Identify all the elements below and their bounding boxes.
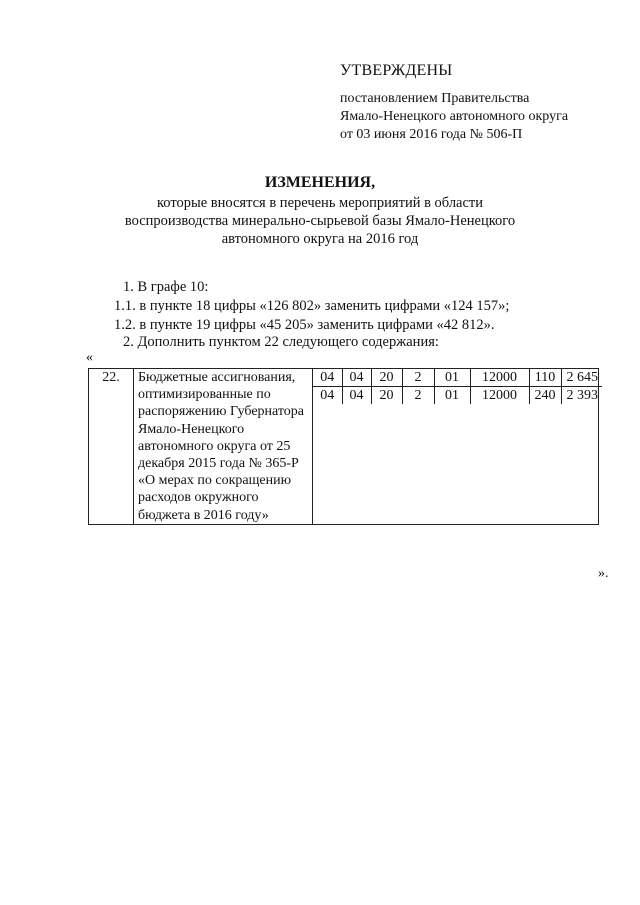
code-cell: 2	[402, 387, 434, 405]
item-1-1: 1.1. в пункте 18 цифры «126 802» заменить цифрами «124 157»;	[114, 298, 510, 314]
row-number-cell	[89, 369, 134, 525]
code-cell: 240	[529, 387, 561, 405]
item-1: 1. В графе 10:	[123, 279, 209, 295]
approved-resolution-line: постановлением Правительства	[340, 91, 530, 106]
closing-quote: ».	[598, 566, 609, 581]
codes-cell	[313, 369, 599, 525]
approved-title: УТВЕРЖДЕНЫ	[340, 62, 453, 79]
document-heading: ИЗМЕНЕНИЯ,	[264, 174, 376, 191]
opening-quote: «	[86, 350, 93, 365]
code-cell: 04	[320, 388, 335, 403]
code-cell: 12000	[470, 369, 529, 387]
table-row	[89, 369, 599, 525]
amount-cell: 2 645	[561, 369, 602, 387]
document-subheading-line-3: автономного округа на 2016 год	[221, 231, 419, 247]
code-cell: 01	[434, 387, 470, 405]
codes-row-1	[313, 369, 602, 387]
code-cell: 01	[434, 369, 470, 387]
code-cell: 04	[313, 369, 342, 387]
code-cell: 2	[402, 369, 434, 387]
code-cell: 04	[342, 387, 371, 405]
item-2: 2. Дополнить пунктом 22 следующего содержания:	[123, 334, 439, 350]
row-description: Бюджетные ассигнования, оптимизированные по распоряжению Губернатора Ямало-Ненецкого автономного округа от 25 декабря 2015 года № 365-Р «О мерах по сокращению расходов окружного бюджета в 2016 году»	[138, 370, 305, 523]
item-1-2: 1.2. в пункте 19 цифры «45 205» заменить цифрами «42 812».	[114, 317, 495, 333]
approved-date-line: от 03 июня 2016 года № 506-П	[340, 127, 523, 142]
code-cell: 110	[529, 369, 561, 387]
approved-region-line: Ямало-Ненецкого автономного округа	[340, 109, 569, 124]
code-cell: 04	[342, 369, 371, 387]
document-subheading-line-1: которые вносятся в перечень мероприятий в области	[156, 195, 484, 211]
code-cell: 20	[371, 387, 402, 405]
codes-row-2	[313, 387, 602, 405]
codes-table	[313, 369, 602, 404]
description-cell	[134, 369, 313, 525]
code-cell: 20	[371, 369, 402, 387]
row-number: 22.	[102, 370, 120, 385]
amendment-table	[88, 368, 599, 525]
document-subheading-line-2: воспроизводства минерально-сырьевой базы Ямало-Ненецкого	[124, 213, 516, 229]
code-cell: 12000	[470, 387, 529, 405]
amount-cell: 2 393	[561, 387, 602, 405]
